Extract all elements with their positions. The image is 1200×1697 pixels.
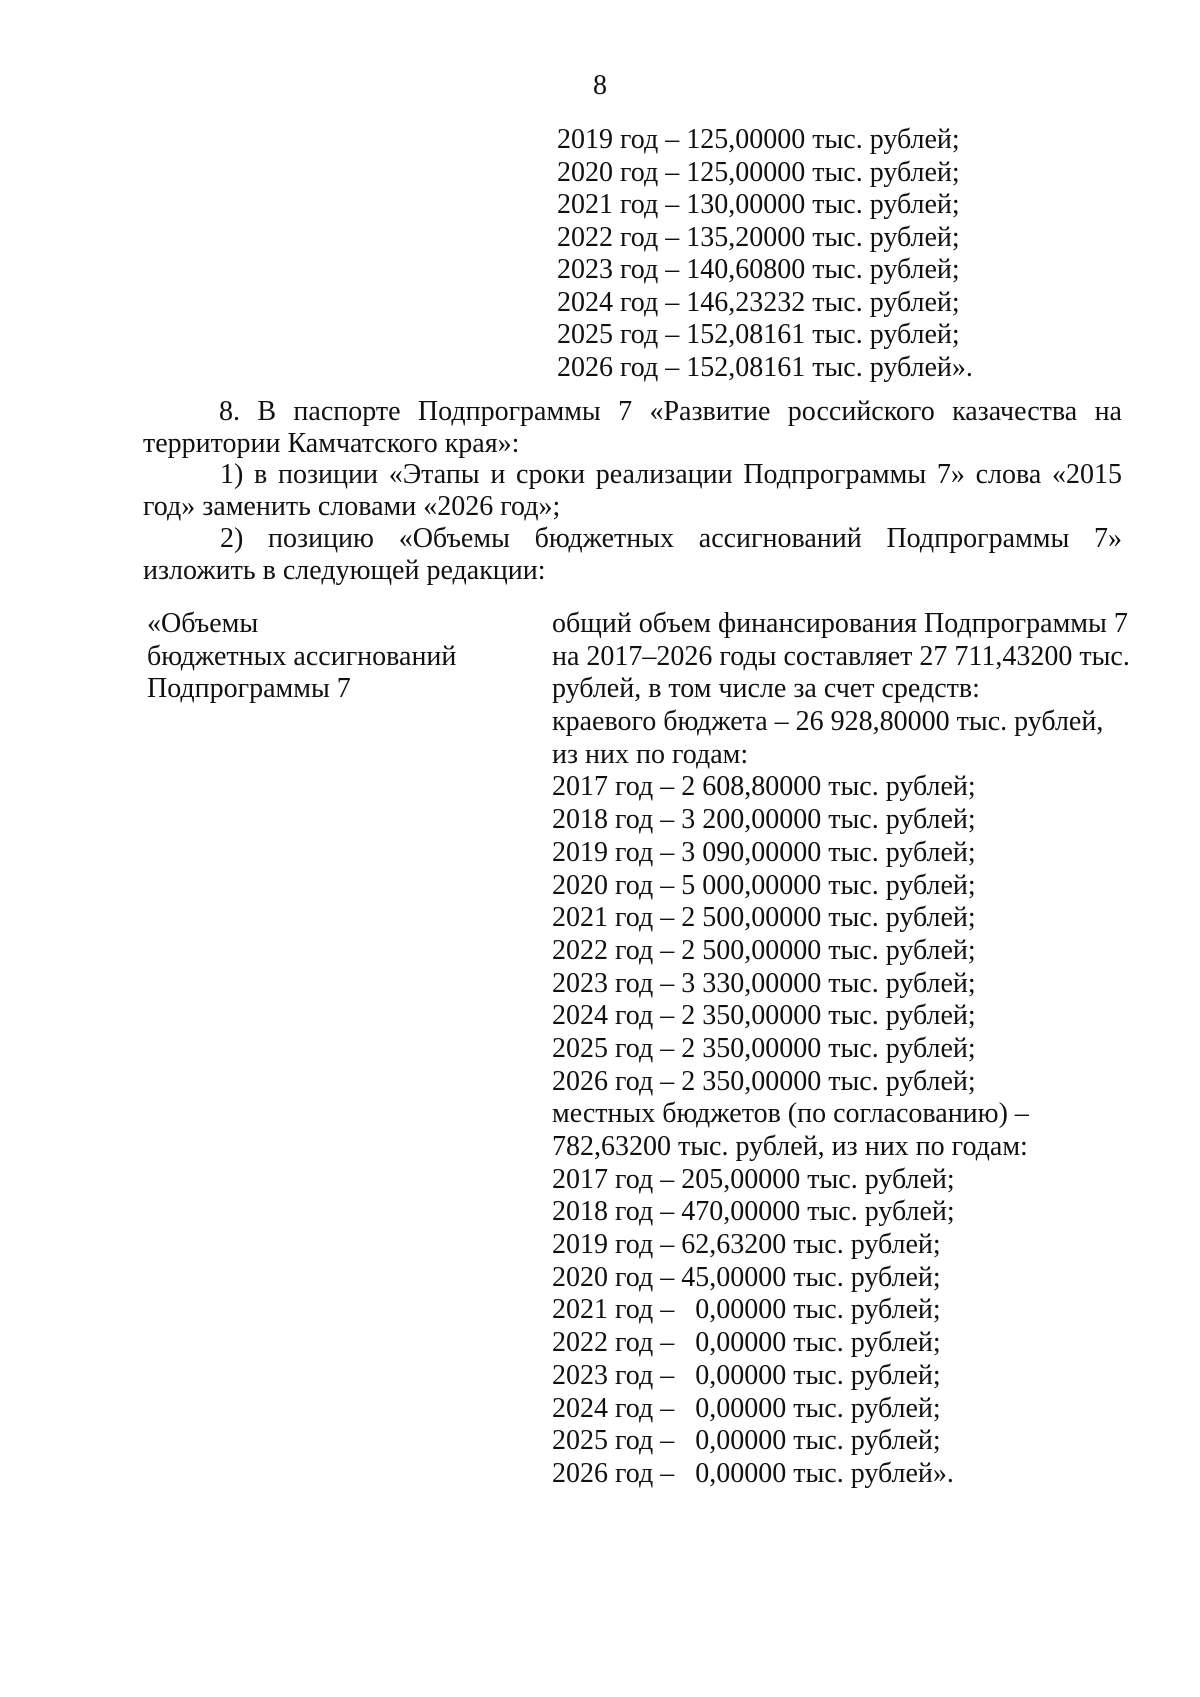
position-title-line: «Объемы	[147, 608, 259, 639]
content-line: краевого бюджета – 26 928,80000 тыс. рублей,	[552, 706, 1104, 738]
local-year-item: 2026 год – 0,00000 тыс. рублей».	[552, 1457, 954, 1489]
local-year-item: 2017 год – 205,00000 тыс. рублей;	[552, 1163, 955, 1195]
subitem-1-paragraph	[143, 459, 1122, 523]
regional-year-item: 2025 год – 2 350,00000 тыс. рублей;	[552, 1032, 976, 1064]
regional-year-item: 2021 год – 2 500,00000 тыс. рублей;	[552, 902, 976, 934]
regional-year-item: 2018 год – 3 200,00000 тыс. рублей;	[552, 804, 976, 836]
list-item: 2026 год – 152,08161 тыс. рублей».	[557, 351, 973, 383]
local-year-item: 2021 год – 0,00000 тыс. рублей;	[552, 1294, 941, 1326]
content-line: рублей, в том числе за счет средств:	[552, 673, 980, 705]
regional-year-item: 2019 год – 3 090,00000 тыс. рублей;	[552, 836, 976, 868]
local-year-item: 2018 год – 470,00000 тыс. рублей;	[552, 1196, 955, 1228]
page-number: 8	[593, 70, 607, 101]
local-year-item: 2024 год – 0,00000 тыс. рублей;	[552, 1392, 941, 1424]
local-year-item: 2023 год – 0,00000 тыс. рублей;	[552, 1359, 941, 1391]
paragraph-line: изложить в следующей редакции:	[143, 555, 546, 586]
list-item: 2024 год – 146,23232 тыс. рублей;	[557, 286, 960, 318]
paragraph-line: 8. В паспорте Подпрограммы 7 «Развитие российского казачества на	[219, 396, 1122, 427]
subitem-2-paragraph	[143, 523, 1122, 587]
list-item: 2020 год – 125,00000 тыс. рублей;	[557, 156, 960, 188]
position-title-line: бюджетных ассигнований	[147, 640, 457, 672]
paragraph-line: 1) в позиции «Этапы и сроки реализации Подпрограммы 7» слова «2015	[220, 459, 1122, 490]
list-item: 2023 год – 140,60800 тыс. рублей;	[557, 254, 960, 285]
regional-year-item: 2017 год – 2 608,80000 тыс. рублей;	[552, 771, 976, 803]
regional-year-item: 2023 год – 3 330,00000 тыс. рублей;	[552, 967, 976, 999]
regional-year-item: 2026 год – 2 350,00000 тыс. рублей;	[552, 1065, 976, 1097]
regional-year-item: 2024 год – 2 350,00000 тыс. рублей;	[552, 1000, 976, 1032]
local-year-item: 2019 год – 62,63200 тыс. рублей;	[552, 1229, 941, 1261]
position-title	[147, 608, 527, 706]
position-content	[552, 608, 1147, 1491]
list-item: 2025 год – 152,08161 тыс. рублей;	[557, 319, 960, 350]
regional-year-item: 2020 год – 5 000,00000 тыс. рублей;	[552, 869, 976, 901]
paragraph-line: 2) позицию «Объемы бюджетных ассигнований Подпрограммы 7»	[220, 523, 1122, 554]
paragraph-line: год» заменить словами «2026 год»;	[143, 491, 561, 522]
content-line: из них по годам:	[552, 738, 749, 770]
regional-year-item: 2022 год – 2 500,00000 тыс. рублей;	[552, 934, 976, 966]
item-8-paragraph	[143, 396, 1122, 460]
content-line: 782,63200 тыс. рублей, из них по годам:	[552, 1131, 1028, 1162]
top-year-list	[557, 124, 1117, 384]
content-line: общий объем финансирования Подпрограммы 7	[552, 608, 1128, 639]
local-year-item: 2022 год – 0,00000 тыс. рублей;	[552, 1327, 941, 1359]
content-line: местных бюджетов (по согласованию) –	[552, 1098, 1029, 1130]
list-item: 2019 год – 125,00000 тыс. рублей;	[557, 124, 960, 155]
position-title-line: Подпрограммы 7	[147, 673, 351, 704]
list-item: 2022 год – 135,20000 тыс. рублей;	[557, 221, 960, 253]
list-item: 2021 год – 130,00000 тыс. рублей;	[557, 189, 960, 220]
local-year-item: 2020 год – 45,00000 тыс. рублей;	[552, 1261, 941, 1293]
local-year-item: 2025 год – 0,00000 тыс. рублей;	[552, 1425, 941, 1457]
paragraph-line: территории Камчатского края»:	[143, 428, 520, 459]
content-line: на 2017–2026 годы составляет 27 711,43200 тыс.	[552, 640, 1130, 672]
